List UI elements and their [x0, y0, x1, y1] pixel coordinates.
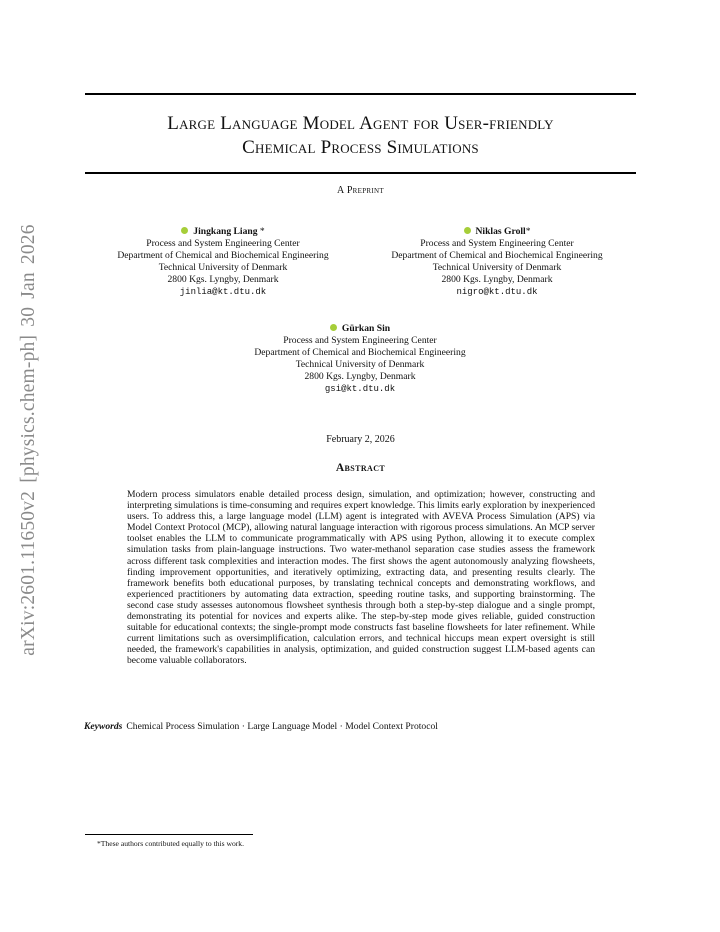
author-email[interactable]: jinlia@kt.dtu.dk: [179, 287, 267, 297]
author-department: Department of Chemical and Biochemical Engineering: [117, 250, 329, 261]
author-block-2: [366, 226, 628, 298]
keywords-list: Chemical Process Simulation · Large Language Model · Model Context Protocol: [126, 721, 438, 732]
author-affiliation: Process and System Engineering Center: [146, 238, 300, 249]
orcid-icon[interactable]: [181, 227, 188, 234]
paper-title-line-1: Large Language Model Agent for User-friendly: [167, 113, 554, 134]
author-mark: *: [257, 226, 265, 237]
author-block-3: [224, 323, 496, 395]
keywords-label: Keywords: [84, 721, 123, 732]
orcid-icon[interactable]: [464, 227, 471, 234]
author-email[interactable]: gsi@kt.dtu.dk: [324, 384, 396, 394]
author-department: Department of Chemical and Biochemical Engineering: [391, 250, 603, 261]
arxiv-sidebar-stamp: [14, 210, 44, 670]
author-university: Technical University of Denmark: [158, 262, 288, 273]
footnote-rule: [85, 834, 253, 835]
author-name: Gürkan Sin: [341, 323, 391, 334]
author-affiliation: Process and System Engineering Center: [420, 238, 574, 249]
author-address: 2800 Kgs. Lyngby, Denmark: [304, 371, 416, 382]
paper-title-line-2: Chemical Process Simulations: [242, 137, 479, 158]
author-university: Technical University of Denmark: [432, 262, 562, 273]
author-email[interactable]: nigro@kt.dtu.dk: [456, 287, 538, 297]
preprint-label: A Preprint: [337, 185, 384, 196]
author-university: Technical University of Denmark: [295, 359, 425, 370]
author-block-1: [92, 226, 354, 298]
author-name: Jingkang Liang: [193, 226, 258, 237]
abstract-heading: Abstract: [335, 462, 386, 474]
orcid-icon[interactable]: [330, 324, 337, 331]
arxiv-id: arXiv:2601.11650v2 [physics.chem-ph] 30 Jan 2026: [18, 224, 39, 656]
paper-title: [85, 112, 636, 160]
footnote: *These authors contributed equally to this work.: [97, 839, 244, 848]
author-affiliation: Process and System Engineering Center: [283, 335, 437, 346]
publication-date: February 2, 2026: [326, 434, 395, 445]
author-department: Department of Chemical and Biochemical Engineering: [254, 347, 466, 358]
author-address: 2800 Kgs. Lyngby, Denmark: [167, 274, 279, 285]
author-mark: *: [525, 226, 531, 237]
author-name: Niklas Groll: [475, 226, 526, 237]
abstract-body: Modern process simulators enable detailed process design, simulation, and optimization; however, constructing and interpreting simulations is time-consuming and requires expert knowledge. This limits early exploration by inexperienced users. To address this, a large language model (LLM) agent is integrated with AVEVA Process Simulation (APS) via Model Context Protocol (MCP), allowing natural language interaction with rigorous process simulations. An MCP server toolset enables the LLM to communicate programmatically with APS using Python, allowing it to execute complex simulation tasks from plain-language instructions. Two water-methanol separation case studies assess the framework across different task complexities and interaction modes. The first shows the agent autonomously analyzing flowsheets, finding improvement opportunities, and iteratively optimizing, extracting data, and presenting results clearly. The framework benefits both educational purposes, by translating technical concepts and demonstrating workflows, and experienced practitioners by automating data extraction, speeding routine tasks, and supporting brainstorming. The second case study assesses autonomous flowsheet synthesis through both a step-by-step dialogue and a single prompt, demonstrating its potential for novices and experts alike. The step-by-step mode gives reliable, guided construction suitable for educational contexts; the single-prompt mode constructs fast baseline flowsheets for later refinement. While current limitations such as oversimplification, calculation errors, and technical hiccups mean expert oversight is still needed, the framework's capabilities in analysis, optimization, and guided construction suggest LLM-based agents can become valuable collaborators.: [127, 489, 595, 667]
keywords-line: [84, 721, 636, 732]
title-top-rule: [85, 93, 636, 95]
title-bottom-rule: [85, 172, 636, 174]
author-address: 2800 Kgs. Lyngby, Denmark: [441, 274, 553, 285]
